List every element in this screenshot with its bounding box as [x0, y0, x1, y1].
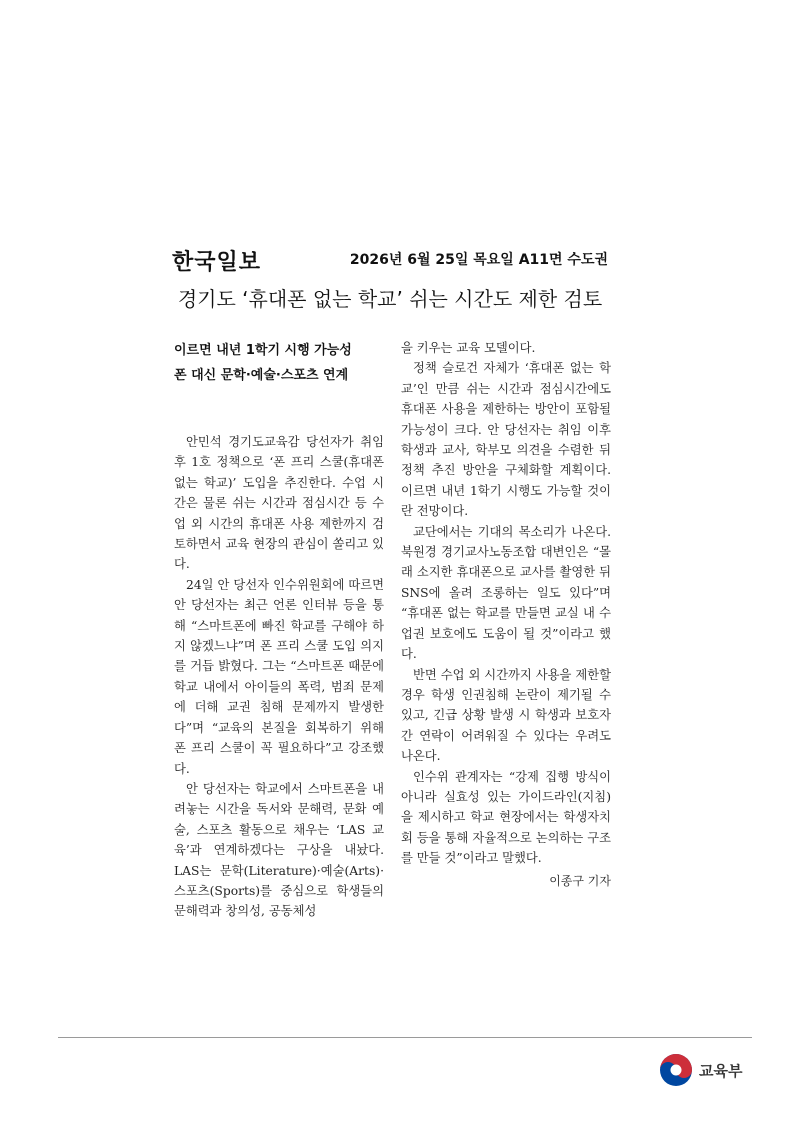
publication-info: 2026년 6월 25일 목요일 A11면 수도권 [349, 252, 608, 268]
article-paragraph: 인수위 관계자는 “강제 집행 방식이 아니라 실효성 있는 가이드라인(지침)을 제시하고 학교 현장에서는 학생자치회 등을 통해 자율적으로 논의하는 구조를 만들 것”이라고 말했다. [401, 769, 611, 866]
article-paragraph: 안 당선자는 학교에서 스마트폰을 내려놓는 시간을 독서와 문해력, 문화 예술, 스포츠 활동으로 채우는 ‘LAS 교육’과 연계하겠다는 구상을 내놨다. LAS는 문학(Literature)·예술(Arts)·스포츠(Sports)를 중심으로 학생들의 문해력과 창의성, 공동체성 [174, 781, 384, 919]
article-column-left [174, 338, 384, 922]
article-paragraph: 교단에서는 기대의 목소리가 나온다. 북원경 경기교사노동조합 대변인은 “몰래 소지한 휴대폰으로 교사를 촬영한 뒤 SNS에 올려 조롱하는 일도 있다”며 “휴대폰 없는 학교를 만들면 교실 내 수업권 보호에도 도움이 될 것”이라고 했다. [401, 524, 611, 662]
ministry-name: 교육부 [699, 1062, 743, 1080]
article-paragraph: 정책 슬로건 자체가 ‘휴대폰 없는 학교’인 만큼 쉬는 시간과 점심시간에도 휴대폰 사용을 제한하는 방안이 포함될 가능성이 크다. 안 당선자는 취임 이후 학생과 교사, 학부모 의견을 수렴한 뒤 정책 추진 방안을 구체화할 계획이다. 이르면 내년 1학기 시행도 가능할 것이란 전망이다. [401, 361, 611, 519]
subhead-line: 폰 대신 문학·예술·스포츠 연계 [174, 368, 349, 383]
subhead-line: 이르면 내년 1학기 시행 가능성 [174, 343, 352, 358]
byline: 이종구 기자 [549, 873, 611, 888]
taegeuk-emblem-icon [659, 1053, 693, 1087]
article-headline: 경기도 ‘휴대폰 없는 학교’ 쉬는 시간도 제한 검토 [177, 287, 603, 311]
article-paragraph: 안민석 경기도교육감 당선자가 취임 후 1호 정책으로 ‘폰 프리 스쿨(휴대폰 없는 학교)’ 도입을 추진한다. 수업 시간은 물론 쉬는 시간과 점심시간 등 수업 외 시간의 휴대폰 사용 제한까지 검토하면서 교육 현장의 관심이 쏠리고 있다. [174, 435, 384, 572]
article-paragraph: 24일 안 당선자 인수위원회에 따르면 안 당선자는 최근 언론 인터뷰 등을 통해 “스마트폰에 빠진 학교를 구해야 하지 않겠느냐”며 폰 프리 스쿨 도입 의지를 거듭 밝혔다. 그는 “스마트폰 때문에 학교 내에서 아이들의 폭력, 범죄 문제에 더해 교권 침해 문제까지 발생한다”며 “교육의 본질을 회복하기 위해 폰 프리 스쿨이 꼭 필요하다”고 강조했다. [174, 577, 384, 776]
newspaper-logo: 한국일보 [172, 250, 262, 275]
article-paragraph: 반면 수업 외 시간까지 사용을 제한할 경우 학생 인권침해 논란이 제기될 수 있고, 긴급 상황 발생 시 학생과 보호자 간 연락이 어려워질 수 있다는 우려도 나온다. [401, 667, 611, 764]
article-subheads [174, 338, 384, 388]
article-column-right [401, 338, 611, 891]
masthead [172, 245, 608, 275]
article-paragraph-continued: 을 키우는 교육 모델이다. [401, 341, 536, 355]
footer-divider [58, 1037, 752, 1038]
